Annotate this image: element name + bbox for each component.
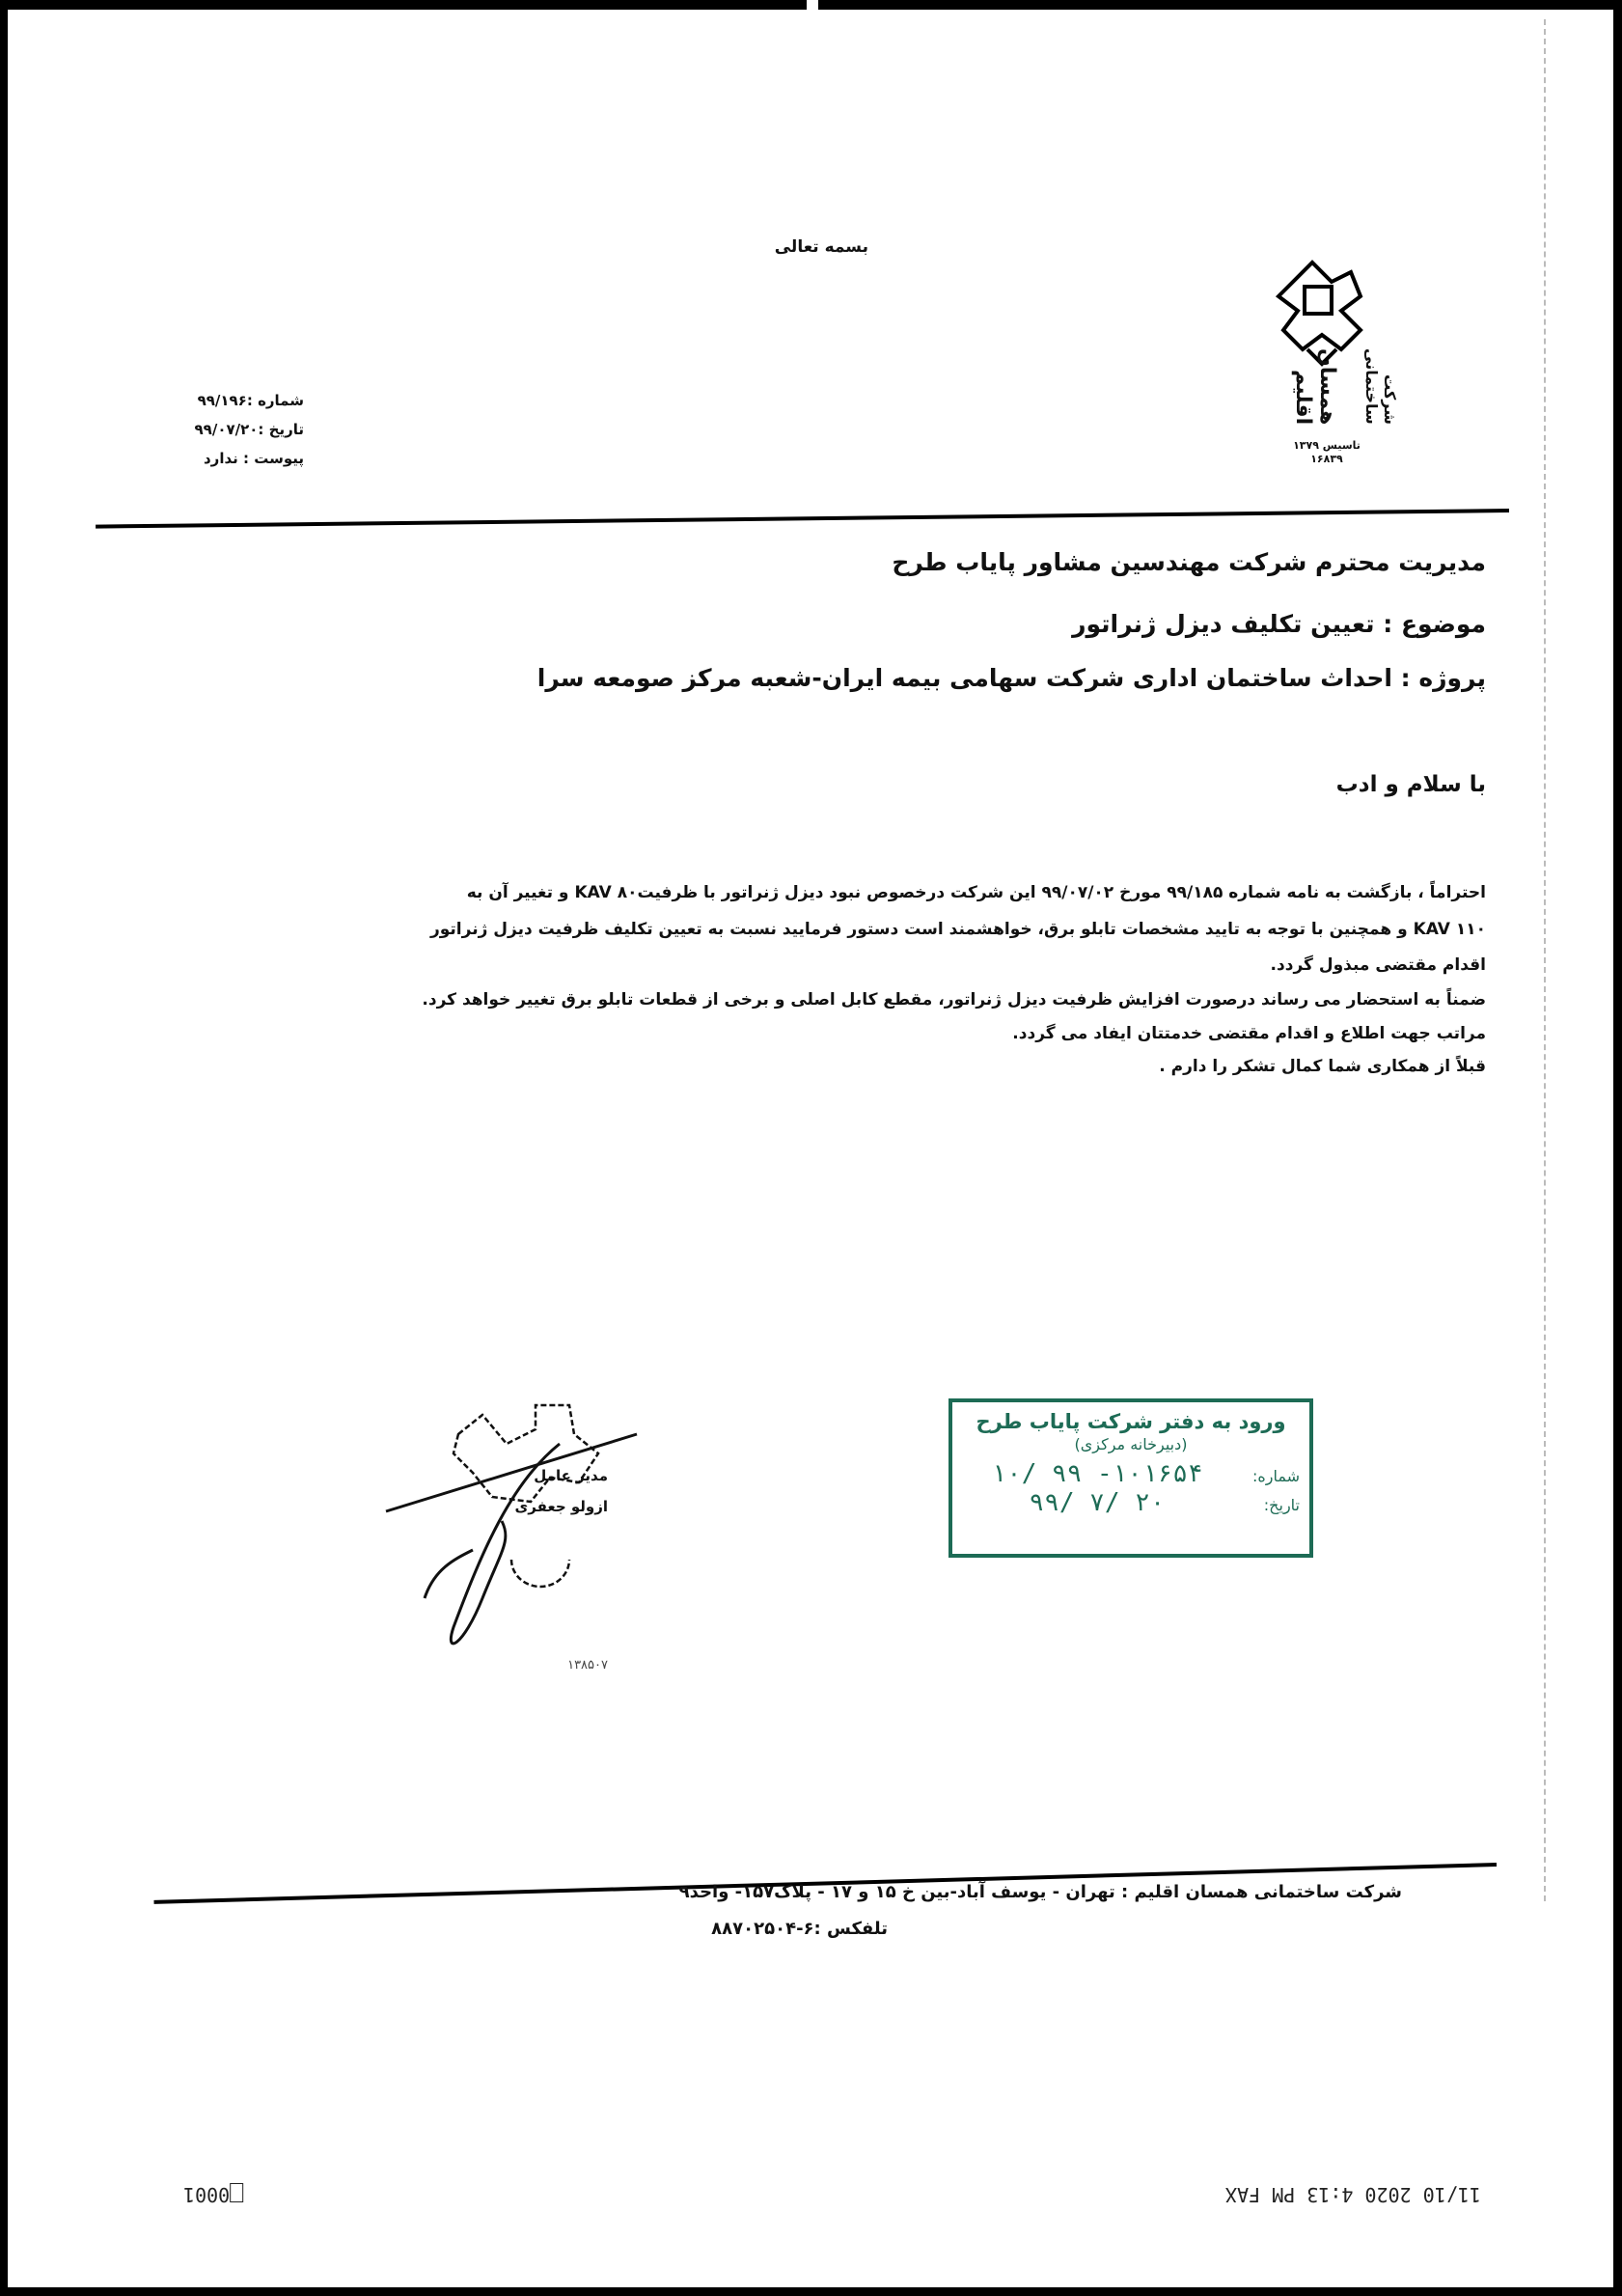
letter-meta bbox=[164, 386, 304, 473]
stamp-date-value: ۹۹/ ۷/ ۲۰ bbox=[1029, 1488, 1166, 1517]
logo-company-name: همسان اقلیم bbox=[1291, 347, 1339, 425]
project: پروژه : احداث ساختمان اداری شرکت سهامی بیمه ایران-شعبه مرکز صومعه سرا bbox=[536, 664, 1486, 692]
body-line: مراتب جهت اطلاع و اقدام مقتضی خدمتتان ایفاد می گردد. bbox=[1012, 1024, 1486, 1043]
logo-reg-no: ۱۶۸۳۹ bbox=[1310, 453, 1343, 465]
fax-page-number bbox=[183, 2183, 245, 2206]
scan-border-gap bbox=[807, 0, 818, 10]
fax-timestamp: 11/10 2020 4:13 PM FAX bbox=[1225, 2183, 1481, 2206]
letter-number: شماره :۹۹/۱۹۶ bbox=[197, 392, 304, 409]
scan-border-right bbox=[1613, 0, 1622, 2296]
fax-page-value: 0001 bbox=[183, 2183, 231, 2206]
letter-body bbox=[135, 874, 1486, 1083]
logo-established bbox=[1283, 439, 1370, 466]
stamp-title: ورود به دفتر شرکت پایاب طرح bbox=[976, 1410, 1286, 1433]
letter-attachment: پیوست : ندارد bbox=[203, 450, 304, 467]
footer-telfax: تلفکس :۶-۸۸۷۰۲۵۰۴ bbox=[711, 1919, 888, 1939]
stamp-number-label: شماره: bbox=[1251, 1467, 1300, 1485]
recipient: مدیریت محترم شرکت مهندسین مشاور پایاب طرح bbox=[892, 548, 1486, 576]
receipt-stamp bbox=[948, 1398, 1313, 1558]
signature-title: مدیر عامل bbox=[534, 1467, 608, 1484]
logo-company-type: شرکت ساختمانی bbox=[1362, 348, 1399, 425]
page-box-icon bbox=[230, 2184, 243, 2203]
body-line: اقدام مقتضی مبذول گردد. bbox=[1270, 955, 1486, 975]
seal-number: ۱۳۸۵۰۷ bbox=[567, 1658, 608, 1673]
body-line: احتراماً ، بازگشت به نامه شماره ۹۹/۱۸۵ مورخ ۹۹/۰۷/۰۲ این شرکت درخصوص نبود دیزل ژنراتور با ظرفیتKAV ۸۰ و تغییر آن به bbox=[466, 883, 1486, 902]
scan-border-bottom bbox=[0, 2287, 1622, 2296]
logo-established-year: تاسیس ۱۳۷۹ bbox=[1293, 439, 1361, 452]
signature-name: ازولو جعفری bbox=[514, 1498, 608, 1515]
subject: موضوع : تعیین تکلیف دیزل ژنراتور bbox=[1072, 610, 1486, 638]
stamp-number-value: ۱۰/ ۹۹ -۱۰۱۶۵۴ bbox=[991, 1459, 1203, 1488]
footer-address: شرکت ساختمانی همسان اقلیم : تهران - یوسف آباد-بین خ ۱۵ و ۱۷ - پلاک۱۵۷- واحد۹ bbox=[678, 1882, 1402, 1902]
stamp-subtitle: (دبیرخانه مرکزی) bbox=[1074, 1435, 1188, 1453]
header-divider bbox=[96, 509, 1509, 529]
signature-seal-icon bbox=[367, 1376, 656, 1695]
stamp-date-label: تاریخ: bbox=[1263, 1496, 1300, 1514]
body-line: KAV ۱۱۰ و همچنین با توجه به تایید مشخصات تابلو برق، خواهشمند است دستور فرمایید نسبت به تعیین تکلیف ظرفیت دیزل ژنراتور bbox=[429, 920, 1486, 939]
scan-border-left bbox=[0, 0, 8, 2296]
bismillah-heading: بسمه تعالی bbox=[774, 237, 868, 257]
scan-artifact-line bbox=[1544, 19, 1546, 1901]
body-line: ضمناً به استحضار می رساند درصورت افزایش ظرفیت دیزل ژنراتور، مقطع کابل اصلی و برخی از قطعات تابلو برق تغییر خواهد کرد. bbox=[422, 990, 1486, 1010]
body-line: قبلاً از همکاری شما کمال تشکر را دارم . bbox=[1159, 1057, 1486, 1076]
letter-date: تاریخ :۹۹/۰۷/۲۰ bbox=[194, 421, 304, 438]
greeting: با سلام و ادب bbox=[1335, 772, 1486, 797]
